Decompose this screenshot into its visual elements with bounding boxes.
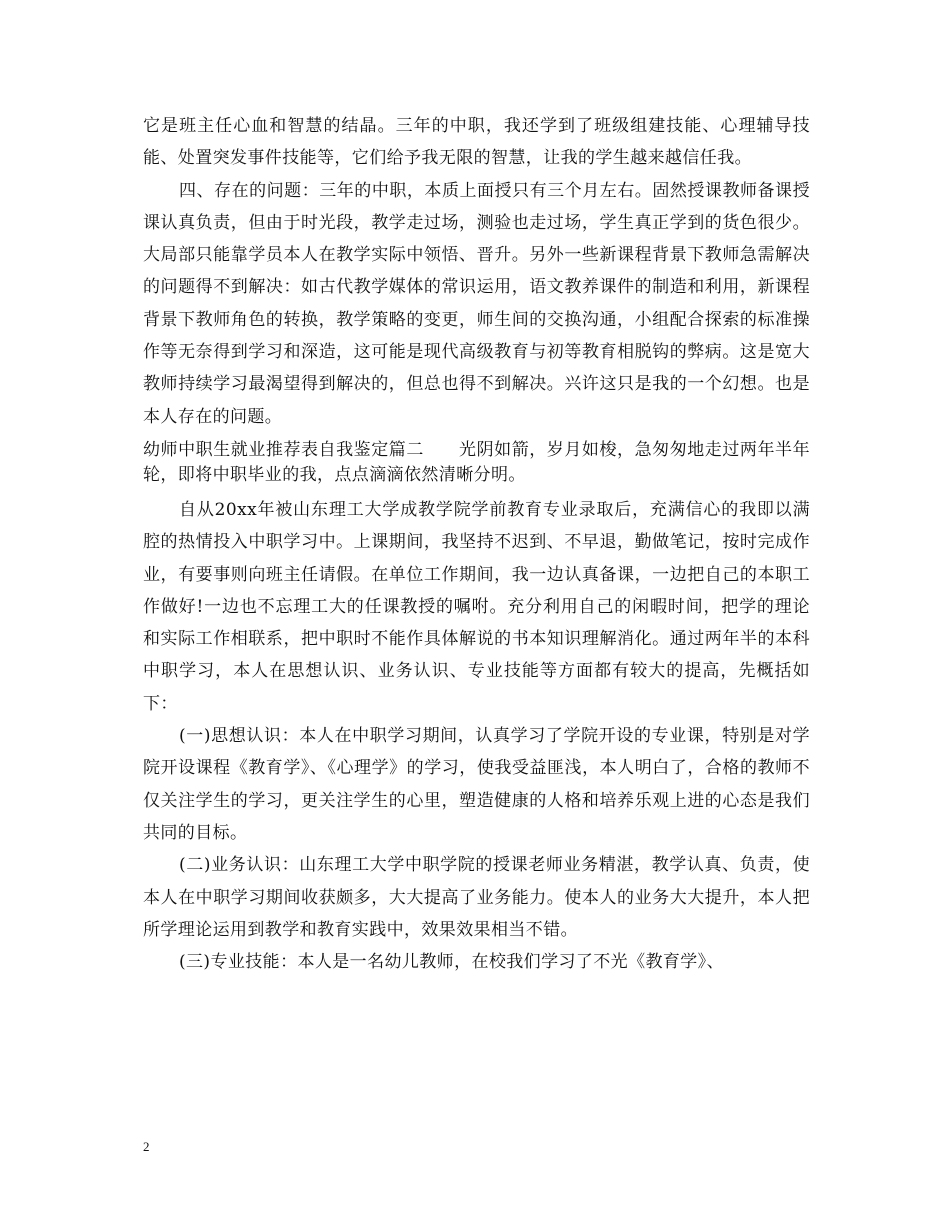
paragraph-1: 它是班主任心血和智慧的结晶。三年的中职，我还学到了班级组建技能、心理辅导技能、处置突发事件技能等，它们给予我无限的智慧，让我的学生越来越信任我。 — [143, 116, 810, 169]
paragraph-6: (二)业务认识：山东理工大学中职学院的授课老师业务精湛，教学认真、负责，使本人在中职学习期间收获颇多，大大提高了业务能力。使本人的业务大大提升，本人把所学理论运用到教学和教育实践中，效果效果相当不错。 — [143, 855, 810, 940]
paragraph-2: 四、存在的问题：三年的中职，本质上面授只有三个月左右。固然授课教师备课授课认真负责，但由于时光段，教学走过场，测验也走过场，学生真正学到的货色很少。大局部只能靠学员本人在教学实际中领悟、晋升。另外一些新课程背景下教师急需解决的问题得不到解决：如古代教学媒体的常识运用，语文教养课件的制造和利用，新课程背景下教师角色的转换，教学策略的变更，师生间的交换沟通，小组配合探索的标准操作等无奈得到学习和深造，这可能是现代高级教育与初等教育相脱钩的弊病。这是宽大教师持续学习最渴望得到解决的，但总也得不到解决。兴许这只是我的一个幻想。也是本人存在的问题。 — [143, 180, 810, 427]
page-number: 2 — [143, 1139, 150, 1154]
document-body — [143, 110, 810, 978]
paragraph-5: (一)思想认识：本人在中职学习期间，认真学习了学院开设的专业课，特别是对学院开设课程《教育学》、《心理学》的学习，使我受益匪浅，本人明白了，合格的教师不仅关注学生的学习，更关注学生的心里，塑造健康的人格和培养乐观上进的心态是我们共同的目标。 — [143, 726, 810, 843]
paragraph-7: (三)专业技能：本人是一名幼儿教师，在校我们学习了不光《教育学》、 — [179, 952, 724, 973]
section-heading-paragraph: 幼师中职生就业推荐表自我鉴定篇二 光阴如箭，岁月如梭，急匆匆地走过两年半年轮，即将中职毕业的我，点点滴滴依然清晰分明。 — [143, 439, 810, 485]
paragraph-4: 自从20xx年被山东理工大学成教学院学前教育专业录取后，充满信心的我即以满腔的热情投入中职学习中。上课期间，我坚持不迟到、不早退，勤做笔记，按时完成作业，有要事则向班主任请假。在单位工作期间，我一边认真备课，一边把自己的本职工作做好!一边也不忘理工大的任课教授的嘱咐。充分利用自己的闲暇时间，把学的理论和实际工作相联系，把中职时不能作具体解说的书本知识理解消化。通过两年半的本科中职学习，本人在思想认识、业务认识、专业技能等方面都有较大的提高，先概括如下： — [143, 499, 810, 714]
